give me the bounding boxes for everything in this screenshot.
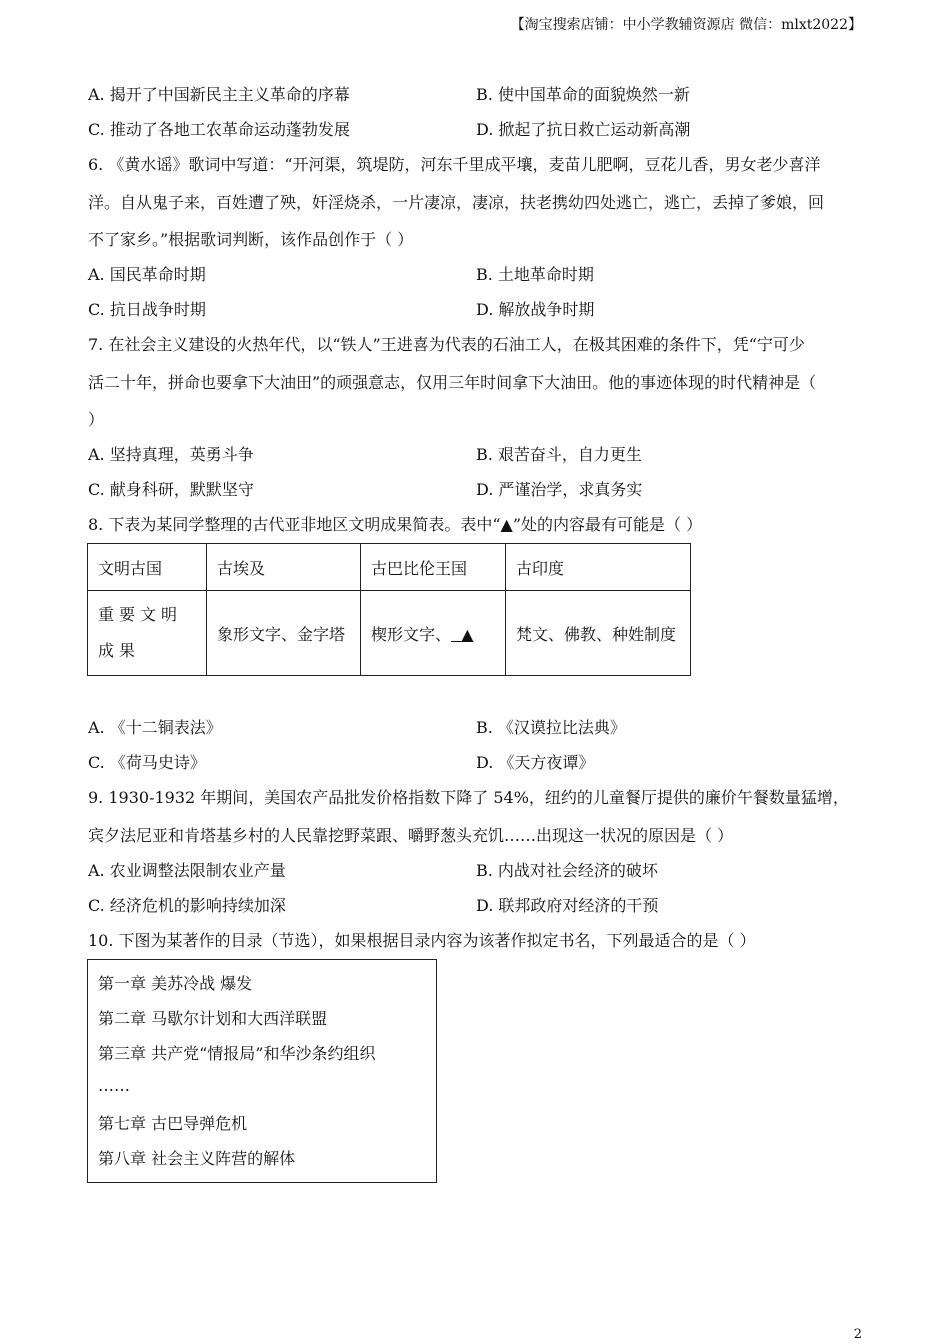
q10-stem: 10. 下图为某著作的目录（节选），如果根据目录内容为该著作拟定书名，下列最适合的是（ ）	[88, 931, 756, 950]
q8-option-a: A. 《十二铜表法》	[88, 718, 222, 737]
toc-item: ……	[98, 1076, 130, 1095]
q7-stem-line-1: 7. 在社会主义建设的火热年代，以“铁人”王进喜为代表的石油工人，在极其困难的条件下，凭“宁可少	[88, 335, 805, 354]
q9-option-c: C. 经济危机的影响持续加深	[88, 896, 286, 915]
q9-stem-line-2: 宾夕法尼亚和肯塔基乡村的人民靠挖野菜跟、嚼野葱头充饥……出现这一状况的原因是（ ）	[88, 826, 734, 845]
civilization-table	[87, 543, 691, 676]
table-cell: 梵文、佛教、种姓制度	[506, 591, 691, 676]
q6-stem-line-3: 不了家乡。”根据歌词判断，该作品创作于（ ）	[88, 230, 414, 249]
q9-option-a: A. 农业调整法限制农业产量	[88, 861, 286, 880]
q5-option-a: A. 揭开了中国新民主主义革命的序幕	[88, 85, 350, 104]
q6-stem-line-1: 6. 《黄水谣》歌词中写道：“开河渠，筑堤防，河东千里成平壤，麦苗儿肥啊，豆花儿香，男女老少喜洋	[88, 155, 821, 174]
q8-option-d: D. 《天方夜谭》	[476, 753, 595, 772]
table-of-contents-box	[87, 959, 437, 1183]
toc-item: 第七章 古巴导弹危机	[98, 1114, 248, 1133]
q5-option-d: D. 掀起了抗日救亡运动新高潮	[476, 120, 691, 139]
q5-option-b: B. 使中国革命的面貌焕然一新	[476, 85, 690, 104]
q7-option-d: D. 严谨治学，求真务实	[476, 480, 643, 499]
q8-option-c: C. 《荷马史诗》	[88, 753, 206, 772]
q9-option-d: D. 联邦政府对经济的干预	[476, 896, 659, 915]
q6-stem-line-2: 洋。自从鬼子来，百姓遭了殃，奸淫烧杀，一片凄凉，凄凉，扶老携幼四处逃亡，逃亡，丢掉了爹娘，回	[88, 193, 825, 212]
q6-option-a: A. 国民革命时期	[88, 265, 206, 284]
q7-option-c: C. 献身科研，默默坚守	[88, 480, 254, 499]
q6-option-c: C. 抗日战争时期	[88, 300, 206, 319]
table-header-cell: 文明古国	[88, 544, 207, 591]
blank-triangle-marker: ▲	[461, 624, 474, 644]
table-header-cell: 古埃及	[207, 544, 361, 591]
q6-option-b: B. 土地革命时期	[476, 265, 594, 284]
table-cell	[361, 591, 506, 676]
table-cell-text: 楔形文字、	[371, 624, 452, 644]
q9-stem-line-1: 9. 1930-1932 年期间，美国农产品批发价格指数下降了 54%，纽约的儿童餐厅提供的廉价午餐数量猛增，	[88, 788, 849, 807]
table-cell: 象形文字、金字塔	[207, 591, 361, 676]
toc-item: 第二章 马歇尔计划和大西洋联盟	[98, 1009, 328, 1028]
q9-option-b: B. 内战对社会经济的破坏	[476, 861, 658, 880]
q7-stem-line-2: 活二十年，拼命也要拿下大油田”的顽强意志，仅用三年时间拿下大油田。他的事迹体现的时代精神是（	[88, 373, 817, 392]
q7-stem-line-3: ）	[88, 410, 105, 429]
q7-option-a: A. 坚持真理，英勇斗争	[88, 445, 254, 464]
table-row-label: 重要文明成果	[88, 591, 207, 676]
toc-item: 第三章 共产党“情报局”和华沙条约组织	[98, 1044, 376, 1063]
toc-item: 第一章 美苏冷战 爆发	[98, 974, 253, 993]
q8-stem: 8. 下表为某同学整理的古代亚非地区文明成果简表。表中“▲”处的内容最有可能是（ ）	[88, 515, 703, 534]
q7-option-b: B. 艰苦奋斗，自力更生	[476, 445, 642, 464]
q6-option-d: D. 解放战争时期	[476, 300, 595, 319]
q8-option-b: B. 《汉谟拉比法典》	[476, 718, 626, 737]
page-header: 【淘宝搜索店铺：中小学教辅资源店 微信：mlxt2022】	[510, 17, 862, 33]
q5-option-c: C. 推动了各地工农革命运动蓬勃发展	[88, 120, 350, 139]
toc-item: 第八章 社会主义阵营的解体	[98, 1149, 296, 1168]
page-number: 2	[853, 1327, 862, 1342]
table-header-cell: 古巴比伦王国	[361, 544, 506, 591]
table-header-cell: 古印度	[506, 544, 691, 591]
